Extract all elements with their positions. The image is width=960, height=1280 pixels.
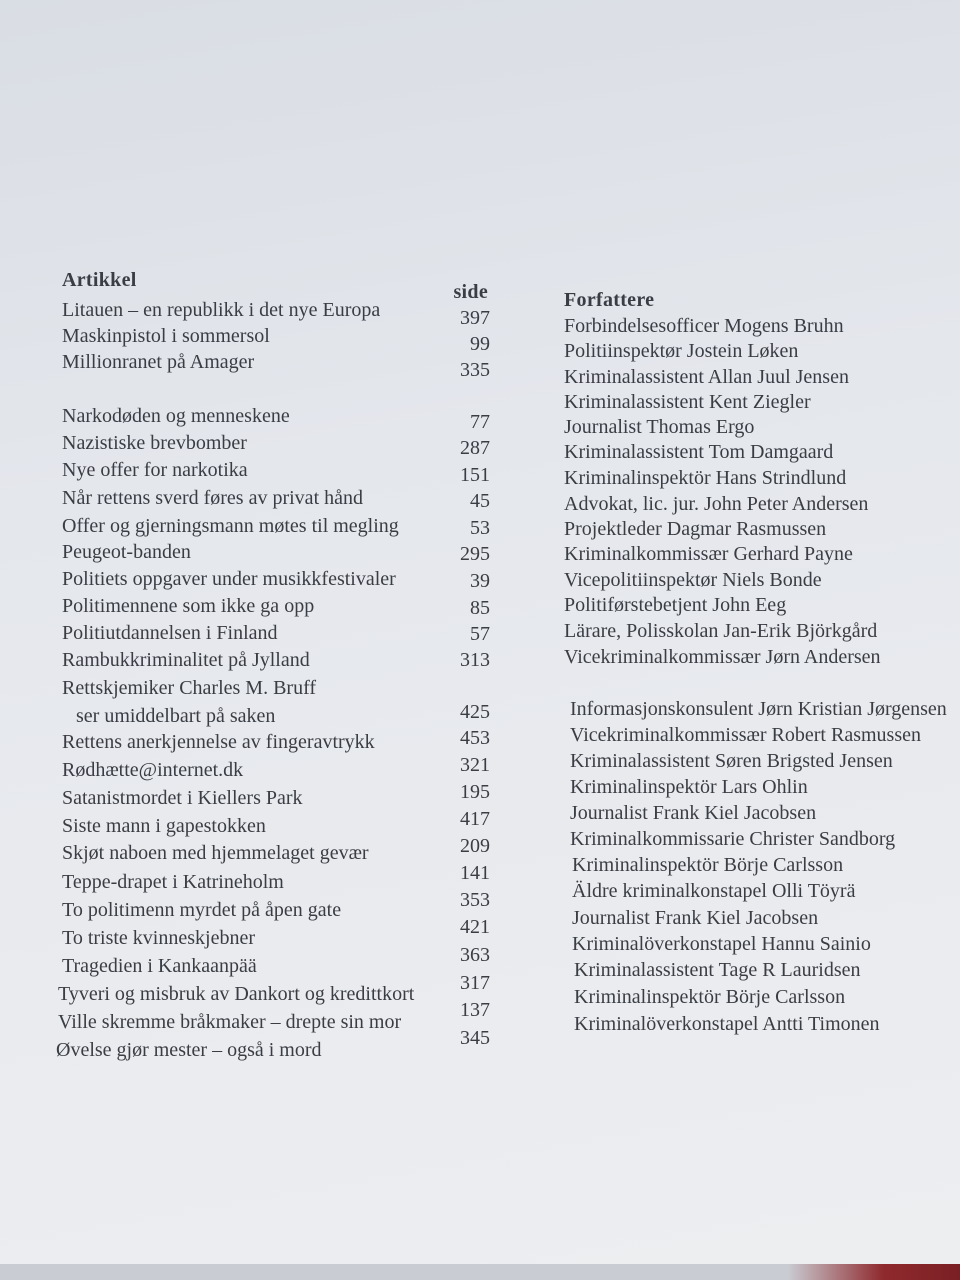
author-name: Forbindelsesofficer Mogens Bruhn xyxy=(564,315,844,337)
author-name: Kriminalassistent Søren Brigsted Jensen xyxy=(570,750,893,772)
article-title: Rettens anerkjennelse av fingeravtrykk xyxy=(62,731,375,753)
page-number: 85 xyxy=(470,597,490,619)
article-title: Peugeot-banden xyxy=(62,541,191,563)
article-title: Rambukkriminalitet på Jylland xyxy=(62,649,310,671)
article-title: To politimenn myrdet på åpen gate xyxy=(62,899,342,921)
article-title: Maskinpistol i sommersol xyxy=(62,325,270,347)
article-title: Rettskjemiker Charles M. Bruff xyxy=(62,677,317,699)
article-title: Teppe-drapet i Katrineholm xyxy=(62,871,284,893)
page-number: 141 xyxy=(460,862,490,884)
author-name: Projektleder Dagmar Rasmussen xyxy=(564,518,827,540)
article-title: Nye offer for narkotika xyxy=(62,459,248,481)
author-name: Politiførstebetjent John Eeg xyxy=(564,594,787,616)
author-name: Kriminalkommissær Gerhard Payne xyxy=(564,543,853,565)
article-title: Øvelse gjør mester – også i mord xyxy=(56,1039,322,1061)
article-title: Nazistiske brevbomber xyxy=(62,432,247,454)
page-number: 317 xyxy=(460,972,490,994)
article-title: Politiets oppgaver under musikkfestivaler xyxy=(62,568,396,590)
author-name: Journalist Frank Kiel Jacobsen xyxy=(572,907,819,929)
article-title: Politiutdannelsen i Finland xyxy=(62,622,278,644)
article-title: Satanistmordet i Kiellers Park xyxy=(62,787,303,809)
article-title: Politimennene som ikke ga opp xyxy=(62,595,315,617)
page-number: 151 xyxy=(460,464,490,486)
author-name: Kriminalinspektör Hans Strindlund xyxy=(564,467,847,489)
article-title: Millionranet på Amager xyxy=(62,351,255,373)
author-name: Äldre kriminalkonstapel Olli Töyrä xyxy=(572,880,856,902)
page-number: 287 xyxy=(460,437,490,459)
page-number: 45 xyxy=(470,490,490,512)
page-number: 363 xyxy=(460,944,490,966)
author-name: Kriminalinspektör Börje Carlsson xyxy=(572,854,844,876)
author-name: Kriminalassistent Tom Damgaard xyxy=(564,441,834,463)
author-name: Kriminalinspektör Börje Carlsson xyxy=(574,986,846,1008)
article-title: Når rettens sverd føres av privat hånd xyxy=(62,487,363,509)
page-number: 99 xyxy=(470,333,490,355)
author-header: Forfattere xyxy=(564,289,655,311)
page-number: 397 xyxy=(460,307,490,329)
author-name: Kriminalassistent Kent Ziegler xyxy=(564,391,811,413)
page-number: 453 xyxy=(460,727,490,749)
page-number: 137 xyxy=(460,999,490,1021)
article-title: Ville skremme bråkmaker – drepte sin mor xyxy=(58,1011,402,1033)
author-name: Kriminalassistent Allan Juul Jensen xyxy=(564,366,849,388)
page-number: 57 xyxy=(470,623,490,645)
page-number: 295 xyxy=(460,543,490,565)
author-name: Advokat, lic. jur. John Peter Andersen xyxy=(564,493,869,515)
page-number: 209 xyxy=(460,835,490,857)
article-title: Tyveri og misbruk av Dankort og kredittkort xyxy=(58,983,415,1005)
article-title: Tragedien i Kankaanpää xyxy=(62,955,257,977)
author-name: Vicekriminalkommissær Robert Rasmussen xyxy=(570,724,921,746)
page-number: 335 xyxy=(460,359,490,381)
author-name: Kriminalkommissarie Christer Sandborg xyxy=(570,828,896,850)
author-name: Kriminalinspektör Lars Ohlin xyxy=(570,776,808,798)
author-name: Kriminalöverkonstapel Antti Timonen xyxy=(574,1013,880,1035)
article-title: Skjøt naboen med hjemmelaget gevær xyxy=(62,842,369,864)
page-number: 417 xyxy=(460,808,490,830)
article-title: Siste mann i gapestokken xyxy=(62,815,266,837)
page-number: 53 xyxy=(470,517,490,539)
book-cover-edge xyxy=(0,1264,960,1280)
author-name: Kriminalassistent Tage R Lauridsen xyxy=(574,959,861,981)
article-title: Rødhætte@internet.dk xyxy=(62,759,244,781)
article-title: To triste kvinneskjebner xyxy=(62,927,255,949)
author-name: Kriminalöverkonstapel Hannu Sainio xyxy=(572,933,871,955)
author-name: Lärare, Polisskolan Jan-Erik Björkgård xyxy=(564,620,878,642)
author-name: Journalist Frank Kiel Jacobsen xyxy=(570,802,817,824)
page-number: 313 xyxy=(460,649,490,671)
page-number: 353 xyxy=(460,889,490,911)
author-name: Informasjonskonsulent Jørn Kristian Jørgensen xyxy=(570,698,947,720)
page-number: 39 xyxy=(470,570,490,592)
author-name: Journalist Thomas Ergo xyxy=(564,416,755,438)
author-name: Politiinspektør Jostein Løken xyxy=(564,340,799,362)
author-name: Vicepolitiinspektør Niels Bonde xyxy=(564,569,822,591)
page-number: 425 xyxy=(460,701,490,723)
article-title: Offer og gjerningsmann møtes til megling xyxy=(62,515,399,537)
article-title: Litauen – en republikk i det nye Europa xyxy=(62,299,381,321)
page-number: 321 xyxy=(460,754,490,776)
page-number: 195 xyxy=(460,781,490,803)
article-header: Artikkel xyxy=(62,269,137,291)
author-name: Vicekriminalkommissær Jørn Andersen xyxy=(564,646,881,668)
page-number: 421 xyxy=(460,916,490,938)
article-title-continued: ser umiddelbart på saken xyxy=(76,705,276,727)
article-title: Narkodøden og menneskene xyxy=(62,405,290,427)
page-number: 77 xyxy=(470,411,490,433)
page-number: 345 xyxy=(460,1027,490,1049)
page-header: side xyxy=(453,281,488,303)
